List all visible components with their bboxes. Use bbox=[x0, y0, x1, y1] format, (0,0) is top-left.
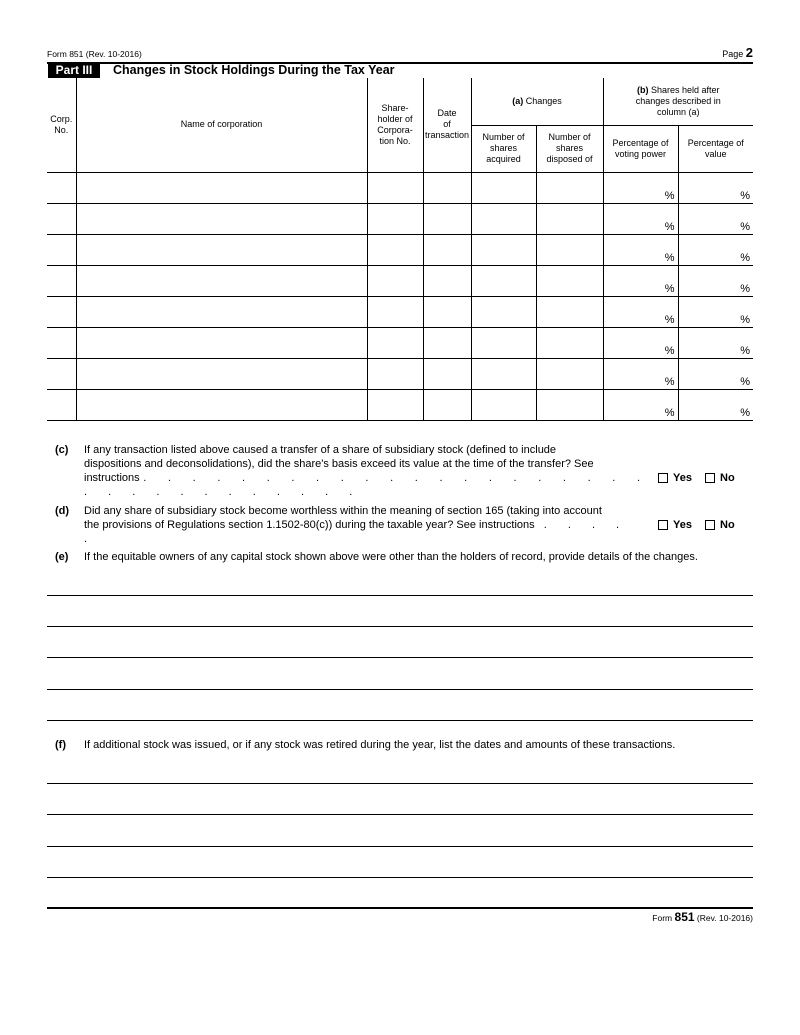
write-in-line[interactable] bbox=[47, 689, 753, 690]
col-name: Name of corporation bbox=[76, 78, 367, 172]
table-cell[interactable] bbox=[47, 389, 76, 420]
voting-power-cell[interactable]: % bbox=[603, 358, 678, 389]
table-cell[interactable] bbox=[536, 234, 603, 265]
table-cell[interactable] bbox=[471, 234, 536, 265]
col-shares-acquired: Number of shares acquired bbox=[471, 125, 536, 172]
question-c-no[interactable]: No bbox=[705, 471, 735, 485]
table-row bbox=[47, 265, 753, 296]
write-in-line[interactable] bbox=[47, 814, 753, 815]
table-row bbox=[47, 358, 753, 389]
table-cell[interactable] bbox=[367, 172, 423, 203]
table-cell[interactable] bbox=[536, 203, 603, 234]
table-cell[interactable] bbox=[47, 234, 76, 265]
table-row bbox=[47, 234, 753, 265]
checkbox-icon[interactable] bbox=[658, 520, 668, 530]
value-cell[interactable]: % bbox=[678, 327, 753, 358]
table-cell[interactable] bbox=[76, 172, 367, 203]
table-cell[interactable] bbox=[536, 327, 603, 358]
table-cell[interactable] bbox=[367, 203, 423, 234]
col-value: Percentage of value bbox=[678, 125, 753, 172]
value-cell[interactable]: % bbox=[678, 358, 753, 389]
write-in-line[interactable] bbox=[47, 846, 753, 847]
write-in-line[interactable] bbox=[47, 626, 753, 627]
part-title: Changes in Stock Holdings During the Tax Year bbox=[113, 63, 395, 77]
table-cell[interactable] bbox=[47, 358, 76, 389]
page-label: Page bbox=[722, 49, 744, 59]
table-cell[interactable] bbox=[471, 389, 536, 420]
write-in-line[interactable] bbox=[47, 877, 753, 878]
table-cell[interactable] bbox=[423, 358, 471, 389]
bottom-rule bbox=[47, 907, 753, 909]
table-row bbox=[47, 172, 753, 203]
table-cell[interactable] bbox=[76, 389, 367, 420]
table-cell[interactable] bbox=[471, 327, 536, 358]
question-d-yes[interactable]: Yes bbox=[658, 518, 692, 532]
write-in-line[interactable] bbox=[47, 720, 753, 721]
table-row bbox=[47, 296, 753, 327]
question-d: (d) Did any share of subsidiary stock become worthless within the meaning of section 165 (taking into account the provisions of Regulations section 1.1502-80(c)) during the taxable year? See instructions . . . . . Yes No bbox=[55, 505, 735, 545]
table-cell[interactable] bbox=[367, 389, 423, 420]
table-cell[interactable] bbox=[76, 296, 367, 327]
value-cell[interactable]: % bbox=[678, 234, 753, 265]
voting-power-cell[interactable]: % bbox=[603, 172, 678, 203]
table-cell[interactable] bbox=[76, 327, 367, 358]
value-cell[interactable]: % bbox=[678, 265, 753, 296]
table-cell[interactable] bbox=[536, 296, 603, 327]
table-cell[interactable] bbox=[471, 265, 536, 296]
page-num: 2 bbox=[745, 45, 753, 60]
question-f: (f) If additional stock was issued, or if any stock was retired during the year, list the dates and amounts of these transactions. bbox=[55, 739, 676, 751]
question-c-yes[interactable]: Yes bbox=[658, 471, 692, 485]
value-cell[interactable]: % bbox=[678, 172, 753, 203]
table-cell[interactable] bbox=[423, 327, 471, 358]
write-in-line[interactable] bbox=[47, 595, 753, 596]
table-cell[interactable] bbox=[423, 265, 471, 296]
table-cell[interactable] bbox=[423, 203, 471, 234]
table-cell[interactable] bbox=[47, 172, 76, 203]
col-voting-power: Percentage of voting power bbox=[603, 125, 678, 172]
table-cell[interactable] bbox=[423, 234, 471, 265]
write-in-line[interactable] bbox=[47, 657, 753, 658]
col-shares-disposed: Number of shares disposed of bbox=[536, 125, 603, 172]
table-cell[interactable] bbox=[76, 265, 367, 296]
value-cell[interactable]: % bbox=[678, 389, 753, 420]
write-in-line[interactable] bbox=[47, 783, 753, 784]
table-cell[interactable] bbox=[423, 296, 471, 327]
table-row bbox=[47, 203, 753, 234]
table-cell[interactable] bbox=[47, 296, 76, 327]
table-cell[interactable] bbox=[423, 172, 471, 203]
voting-power-cell[interactable]: % bbox=[603, 389, 678, 420]
value-cell[interactable]: % bbox=[678, 296, 753, 327]
question-d-no[interactable]: No bbox=[705, 518, 735, 532]
form-id: Form 851 (Rev. 10-2016) bbox=[47, 49, 142, 59]
checkbox-icon[interactable] bbox=[705, 520, 715, 530]
checkbox-icon[interactable] bbox=[705, 473, 715, 483]
footer-form-id: Form 851 (Rev. 10-2016) bbox=[652, 910, 753, 924]
table-cell[interactable] bbox=[471, 358, 536, 389]
table-cell[interactable] bbox=[367, 358, 423, 389]
stock-holdings-table bbox=[47, 78, 753, 421]
voting-power-cell[interactable]: % bbox=[603, 234, 678, 265]
table-cell[interactable] bbox=[76, 234, 367, 265]
table-cell[interactable] bbox=[423, 389, 471, 420]
voting-power-cell[interactable]: % bbox=[603, 203, 678, 234]
checkbox-icon[interactable] bbox=[658, 473, 668, 483]
part-badge: Part III bbox=[48, 63, 100, 78]
question-e: (e) If the equitable owners of any capital stock shown above were other than the holders of record, provide details of the changes. bbox=[55, 551, 698, 563]
table-cell[interactable] bbox=[47, 327, 76, 358]
table-cell[interactable] bbox=[471, 172, 536, 203]
voting-power-cell[interactable]: % bbox=[603, 296, 678, 327]
table-cell[interactable] bbox=[536, 265, 603, 296]
table-cell[interactable] bbox=[536, 358, 603, 389]
table-cell[interactable] bbox=[47, 203, 76, 234]
table-cell[interactable] bbox=[76, 358, 367, 389]
table-cell[interactable] bbox=[536, 172, 603, 203]
col-shareholder: Share- holder of Corpora- tion No. bbox=[367, 78, 423, 172]
col-date: Date of transaction bbox=[423, 78, 471, 172]
page-number bbox=[722, 45, 753, 60]
table-cell[interactable] bbox=[367, 327, 423, 358]
table-cell[interactable] bbox=[367, 296, 423, 327]
voting-power-cell[interactable]: % bbox=[603, 327, 678, 358]
table-cell[interactable] bbox=[367, 265, 423, 296]
col-changes-header: (a) Changes bbox=[471, 78, 603, 125]
table-cell[interactable] bbox=[471, 296, 536, 327]
table-row bbox=[47, 327, 753, 358]
table-cell[interactable] bbox=[367, 234, 423, 265]
table-cell[interactable] bbox=[76, 203, 367, 234]
table-cell[interactable] bbox=[471, 203, 536, 234]
value-cell[interactable]: % bbox=[678, 203, 753, 234]
col-corp-no: Corp. No. bbox=[47, 78, 76, 172]
table-cell[interactable] bbox=[47, 265, 76, 296]
table-row bbox=[47, 389, 753, 420]
col-held-header: (b) Shares held after changes described in column (a) bbox=[603, 78, 753, 125]
table-cell[interactable] bbox=[536, 389, 603, 420]
voting-power-cell[interactable]: % bbox=[603, 265, 678, 296]
question-c: (c) If any transaction listed above caused a transfer of a share of subsidiary stock (defined to include dispositions and deconsolidations), did the share's basis exceed its value at the time of the transfer? See instructions . . . . . . . . . . . . . . . . . . . . . . . . . . . . . . . . . Yes No bbox=[55, 444, 735, 498]
